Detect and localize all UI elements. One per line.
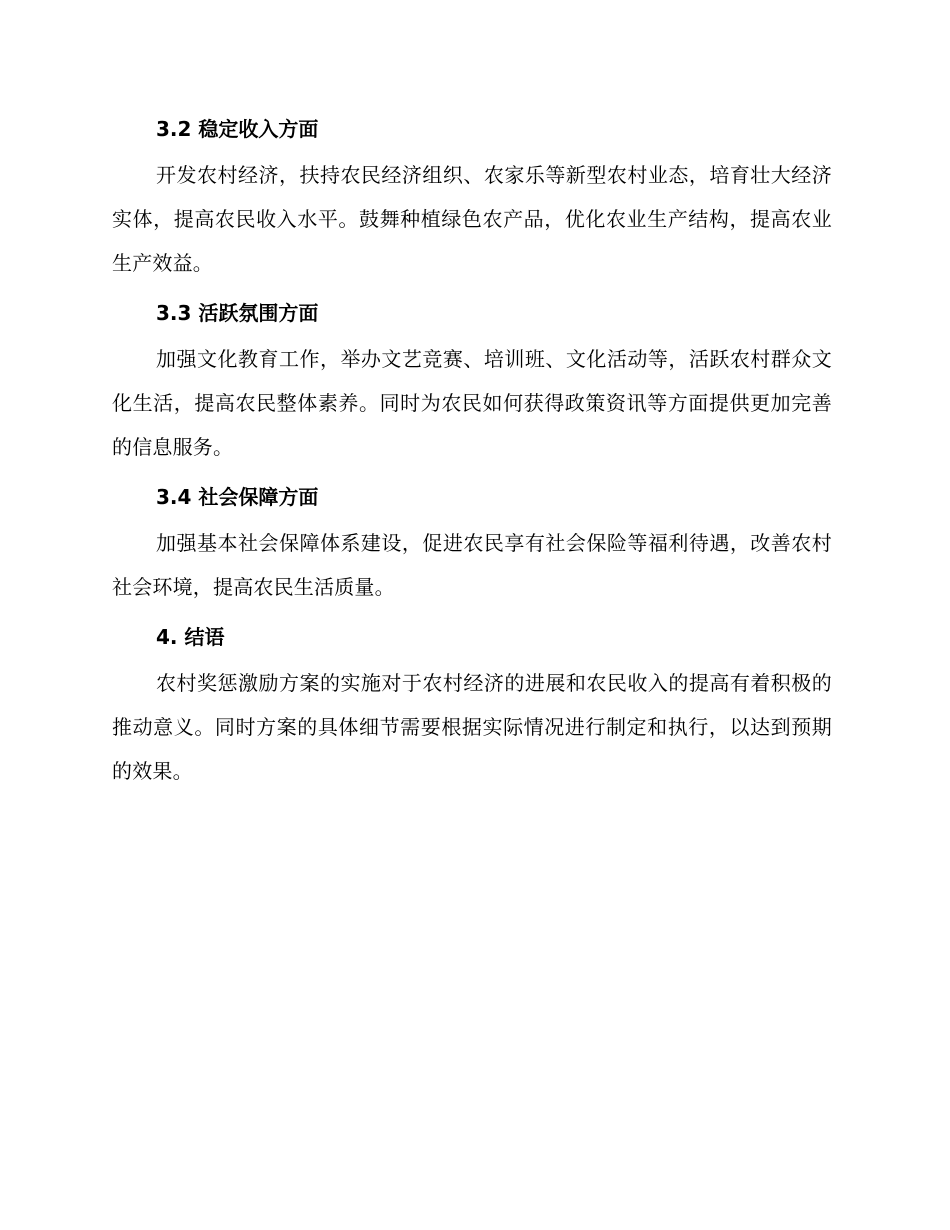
section-heading: 3.3 活跃氛围方面 (156, 301, 319, 325)
section-paragraph: 开发农村经济，扶持农民经济组织、农家乐等新型农村业态，培育壮大经济实体，提高农民收入水平。鼓舞种植绿色农产品，优化农业生产结构，提高农业生产效益。 (112, 163, 832, 275)
section-paragraph: 加强基本社会保障体系建设，促进农民享有社会保险等福利待遇，改善农村社会环境，提高农民生活质量。 (112, 531, 832, 599)
section-heading: 4. 结语 (156, 625, 225, 649)
section-3-2 (112, 109, 832, 285)
section-paragraph: 农村奖惩激励方案的实施对于农村经济的进展和农民收入的提高有着积极的推动意义。同时方案的具体细节需要根据实际情况进行制定和执行，以达到预期的效果。 (112, 671, 832, 783)
section-4-conclusion (112, 617, 832, 793)
section-heading: 3.4 社会保障方面 (156, 485, 319, 509)
section-heading: 3.2 稳定收入方面 (156, 117, 319, 141)
section-paragraph: 加强文化教育工作，举办文艺竞赛、培训班、文化活动等，活跃农村群众文化生活，提高农民整体素养。同时为农民如何获得政策资讯等方面提供更加完善的信息服务。 (112, 347, 832, 459)
section-3-4 (112, 477, 832, 609)
document-body (112, 109, 832, 801)
section-3-3 (112, 293, 832, 469)
